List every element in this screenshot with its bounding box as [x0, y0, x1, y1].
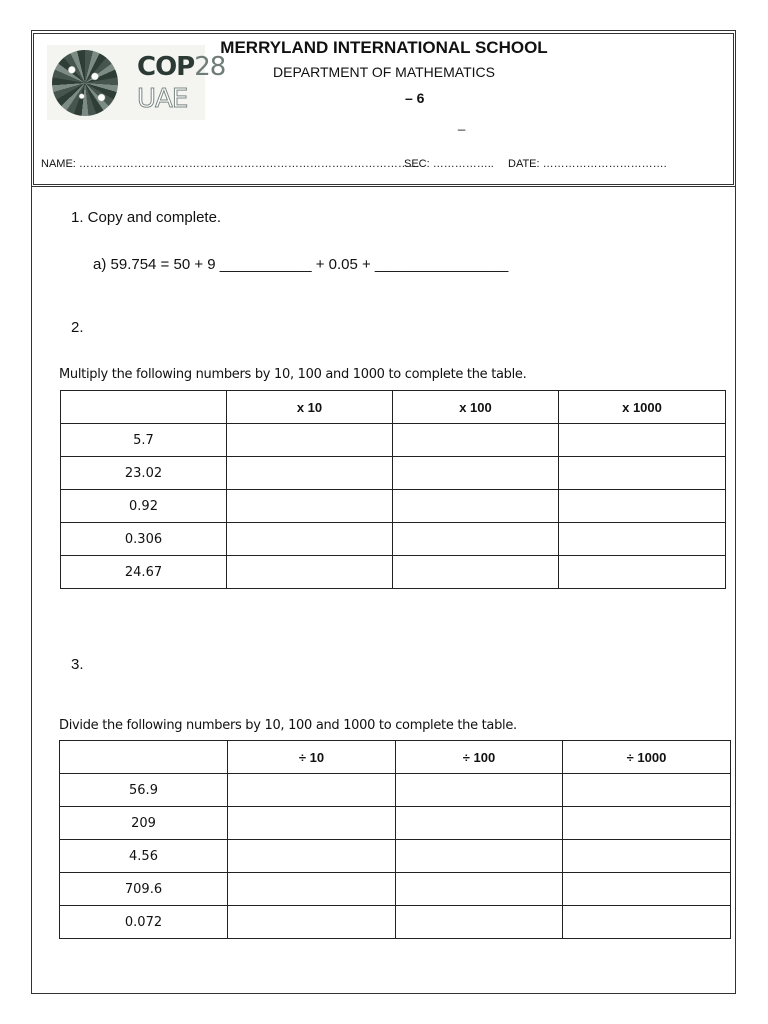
- table-row: [60, 873, 731, 906]
- answer-cell[interactable]: [396, 774, 563, 807]
- question-1-part-a[interactable]: a) 59.754 = 50 + 9 ___________ + 0.05 + ________________: [93, 256, 509, 273]
- answer-cell[interactable]: [227, 457, 393, 490]
- answer-cell[interactable]: [563, 774, 731, 807]
- answer-cell[interactable]: [227, 424, 393, 457]
- answer-cell[interactable]: [227, 556, 393, 589]
- school-name: MERRYLAND INTERNATIONAL SCHOOL: [220, 38, 548, 57]
- answer-cell[interactable]: [559, 523, 726, 556]
- logo-text-uae: UAE: [137, 84, 188, 114]
- answer-cell[interactable]: [227, 523, 393, 556]
- date-field[interactable]: DATE: …………………………….: [508, 158, 667, 170]
- row-label: 56.9: [60, 774, 228, 807]
- globe-emblem-icon: [52, 50, 118, 116]
- answer-cell[interactable]: [559, 457, 726, 490]
- name-field[interactable]: NAME: …………………………………………………………………………………: [41, 158, 420, 170]
- table-header-cell: [60, 741, 228, 774]
- dash-line: _: [458, 116, 466, 131]
- answer-cell[interactable]: [563, 807, 731, 840]
- row-label: 709.6: [60, 873, 228, 906]
- department-name: DEPARTMENT OF MATHEMATICS: [273, 64, 495, 80]
- row-label: 0.072: [60, 906, 228, 939]
- answer-cell[interactable]: [396, 906, 563, 939]
- table-header-cell: ÷ 100: [396, 741, 563, 774]
- answer-cell[interactable]: [228, 873, 396, 906]
- row-label: 24.67: [61, 556, 227, 589]
- answer-cell[interactable]: [563, 906, 731, 939]
- answer-cell[interactable]: [396, 807, 563, 840]
- answer-cell[interactable]: [559, 556, 726, 589]
- table-header-cell: ÷ 1000: [563, 741, 731, 774]
- table-header-cell: [61, 391, 227, 424]
- answer-cell[interactable]: [228, 840, 396, 873]
- answer-cell[interactable]: [396, 873, 563, 906]
- answer-cell[interactable]: [559, 424, 726, 457]
- table-row: [60, 906, 731, 939]
- answer-cell[interactable]: [393, 424, 559, 457]
- answer-cell[interactable]: [559, 490, 726, 523]
- answer-cell[interactable]: [396, 840, 563, 873]
- table-row: [60, 774, 731, 807]
- answer-cell[interactable]: [227, 490, 393, 523]
- table-row: [61, 523, 726, 556]
- table-row: [61, 424, 726, 457]
- row-label: 23.02: [61, 457, 227, 490]
- table-header-cell: x 10: [227, 391, 393, 424]
- table-header-cell: x 100: [393, 391, 559, 424]
- answer-cell[interactable]: [393, 523, 559, 556]
- answer-cell[interactable]: [563, 873, 731, 906]
- answer-cell[interactable]: [393, 457, 559, 490]
- answer-cell[interactable]: [393, 556, 559, 589]
- answer-cell[interactable]: [228, 774, 396, 807]
- question-2-instruction: Multiply the following numbers by 10, 100 and 1000 to complete the table.: [59, 367, 527, 382]
- table-row: [60, 840, 731, 873]
- answer-cell[interactable]: [228, 807, 396, 840]
- row-label: 0.92: [61, 490, 227, 523]
- question-2-number: 2.: [71, 319, 84, 336]
- logo-text-cop28: COP28: [137, 52, 226, 82]
- table-header-row: [60, 741, 731, 774]
- question-1-heading: 1. Copy and complete.: [71, 209, 222, 226]
- question-3-instruction: Divide the following numbers by 10, 100 and 1000 to complete the table.: [59, 718, 517, 733]
- section-field[interactable]: SEC: ……………..: [404, 158, 494, 170]
- table-row: [61, 457, 726, 490]
- table-row: [61, 490, 726, 523]
- row-label: 5.7: [61, 424, 227, 457]
- row-label: 4.56: [60, 840, 228, 873]
- table-header-cell: x 1000: [559, 391, 726, 424]
- table-row: [61, 556, 726, 589]
- row-label: 0.306: [61, 523, 227, 556]
- table-header-row: [61, 391, 726, 424]
- answer-cell[interactable]: [393, 490, 559, 523]
- question-3-number: 3.: [71, 656, 84, 673]
- answer-cell[interactable]: [228, 906, 396, 939]
- row-label: 209: [60, 807, 228, 840]
- divide-table: [59, 740, 731, 939]
- grade-line: – 6: [405, 90, 425, 106]
- table-header-cell: ÷ 10: [228, 741, 396, 774]
- multiply-table: [60, 390, 726, 589]
- table-row: [60, 807, 731, 840]
- answer-cell[interactable]: [563, 840, 731, 873]
